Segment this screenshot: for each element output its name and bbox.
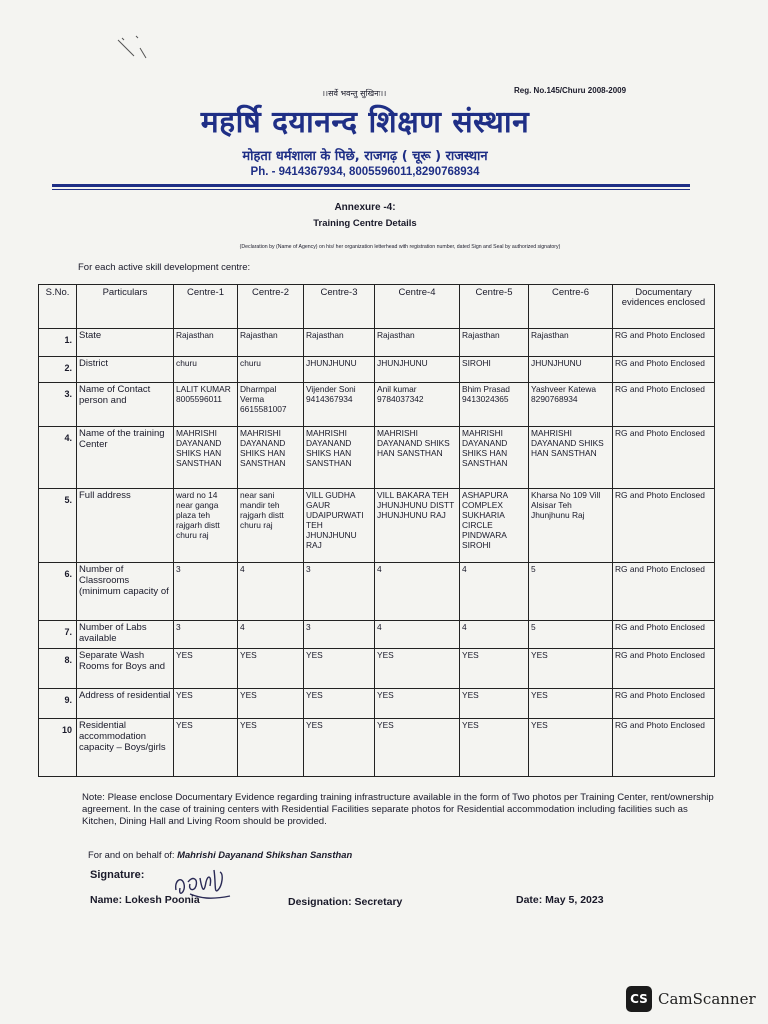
centre-cell: YES <box>238 649 304 689</box>
footer-note: Note: Please enclose Documentary Evidence regarding training infrastructure available in the form of Two photos per Training Center, rent/ownership agreement. In the case of training centers with Residential Facilities separate photos for Residential accommodation including facilities such as Kitchen, Dining Hall and Living Room should be provided. <box>82 792 714 827</box>
row-number: 4. <box>39 427 77 489</box>
table-row <box>39 383 715 427</box>
organization-name: महर्षि दयानन्द शिक्षण संस्थान <box>200 105 530 140</box>
row-particular: State <box>77 329 174 357</box>
header-divider <box>52 184 690 187</box>
centre-cell: Rajasthan <box>375 329 460 357</box>
centre-cell: 3 <box>174 621 238 649</box>
evidence-cell: RG and Photo Enclosed <box>613 357 715 383</box>
centre-cell: YES <box>304 649 375 689</box>
centre-cell: YES <box>375 649 460 689</box>
header-cell: Centre-6 <box>529 285 613 329</box>
centre-cell: YES <box>529 719 613 777</box>
organization-address: मोहता धर्मशाला के पिछे, राजगढ़ ( चूरू ) राजस्थान <box>242 149 488 164</box>
table-row <box>39 621 715 649</box>
training-centre-table <box>38 284 715 777</box>
camscanner-watermark <box>626 985 756 1013</box>
evidence-cell: RG and Photo Enclosed <box>613 383 715 427</box>
declaration-text: (Declaration by (Name of Agency) on his/ her organization letterhead with registration number, dated Sign and Seal by authorized signatory) <box>239 244 561 250</box>
evidence-cell: RG and Photo Enclosed <box>613 649 715 689</box>
row-number: 3. <box>39 383 77 427</box>
centre-cell: ward no 14 near ganga plaza teh rajgarh distt churu raj <box>174 489 238 563</box>
signatory-name: Name: Lokesh Poonia <box>90 894 200 906</box>
centre-cell: Rajasthan <box>460 329 529 357</box>
centre-cell: YES <box>460 719 529 777</box>
table-row <box>39 649 715 689</box>
row-particular: Name of Contact person and <box>77 383 174 427</box>
centre-cell: Rajasthan <box>238 329 304 357</box>
evidence-cell: RG and Photo Enclosed <box>613 563 715 621</box>
centre-cell: ASHAPURA COMPLEX SUKHARIA CIRCLE PINDWARA SIROHI <box>460 489 529 563</box>
centre-cell: MAHRISHI DAYANAND SHIKS HAN SANSTHAN <box>304 427 375 489</box>
row-number: 9. <box>39 689 77 719</box>
centre-cell: 4 <box>375 563 460 621</box>
centre-cell: 4 <box>375 621 460 649</box>
centre-cell: YES <box>529 649 613 689</box>
header-cell: Documentary evidences enclosed <box>613 285 715 329</box>
centre-cell: Dharmpal Verma 6615581007 <box>238 383 304 427</box>
centre-cell: YES <box>375 689 460 719</box>
centre-cell: 5 <box>529 621 613 649</box>
registration-number: Reg. No.145/Churu 2008-2009 <box>514 86 627 95</box>
centre-cell: YES <box>174 689 238 719</box>
centre-cell: MAHRISHI DAYANAND SHIKS HAN SANSTHAN <box>460 427 529 489</box>
header-cell: Centre-2 <box>238 285 304 329</box>
header-cell: Centre-5 <box>460 285 529 329</box>
centre-cell: 4 <box>460 621 529 649</box>
centre-cell: Kharsa No 109 Vill Alsisar Teh Jhunjhunu Raj <box>529 489 613 563</box>
centre-cell: MAHRISHI DAYANAND SHIKS HAN SANSTHAN <box>375 427 460 489</box>
centre-cell: Bhim Prasad 9413024365 <box>460 383 529 427</box>
header-cell: Particulars <box>77 285 174 329</box>
row-particular: Number of Classrooms (minimum capacity of <box>77 563 174 621</box>
centre-cell: JHUNJHUNU <box>375 357 460 383</box>
centre-cell: churu <box>174 357 238 383</box>
camscanner-logo-icon: CS <box>626 986 652 1012</box>
signatory-designation: Designation: Secretary <box>288 896 403 908</box>
row-particular: Residential accommodation capacity – Boys/girls <box>77 719 174 777</box>
centre-cell: VILL BAKARA TEH JHUNJHUNU DISTT JHUNJHUNU RAJ <box>375 489 460 563</box>
on-behalf-line <box>88 849 352 860</box>
centre-cell: 3 <box>304 563 375 621</box>
header-motto: ।।सर्वे भवन्तु सुखिनः।। <box>322 89 387 98</box>
signature-label: Signature: <box>90 869 145 881</box>
centre-cell: SIROHI <box>460 357 529 383</box>
header-cell: Centre-4 <box>375 285 460 329</box>
document-page <box>30 0 730 1024</box>
table-header-row <box>39 285 715 329</box>
centre-cell: YES <box>304 689 375 719</box>
centre-cell: YES <box>174 719 238 777</box>
centre-cell: Anil kumar 9784037342 <box>375 383 460 427</box>
signature-date: Date: May 5, 2023 <box>516 894 604 906</box>
centre-cell: Rajasthan <box>174 329 238 357</box>
centre-cell: YES <box>174 649 238 689</box>
centre-cell: VILL GUDHA GAUR UDAIPURWATI TEH JHUNJHUNU RAJ <box>304 489 375 563</box>
row-particular: Number of Labs available <box>77 621 174 649</box>
camscanner-brand: CamScanner <box>658 990 756 1008</box>
table-row <box>39 427 715 489</box>
table-row <box>39 563 715 621</box>
row-particular: Name of the training Center <box>77 427 174 489</box>
centre-cell: churu <box>238 357 304 383</box>
row-number: 5. <box>39 489 77 563</box>
table-row <box>39 719 715 777</box>
organization-phone: Ph. - 9414367934, 8005596011,8290768934 <box>250 166 480 178</box>
table-row <box>39 329 715 357</box>
annexure-subtitle: Training Centre Details <box>313 218 417 229</box>
row-particular: Separate Wash Rooms for Boys and <box>77 649 174 689</box>
centre-cell: 5 <box>529 563 613 621</box>
centre-cell: YES <box>238 719 304 777</box>
header-cell: Centre-3 <box>304 285 375 329</box>
on-behalf-prefix: For and on behalf of: <box>88 849 175 860</box>
row-number: 6. <box>39 563 77 621</box>
scribble-mark <box>116 34 156 64</box>
centre-cell: 4 <box>238 563 304 621</box>
centre-cell: Vijender Soni 9414367934 <box>304 383 375 427</box>
intro-text: For each active skill development centre: <box>78 262 251 273</box>
centre-cell: 3 <box>174 563 238 621</box>
centre-cell: 4 <box>460 563 529 621</box>
centre-cell: MAHRISHI DAYANAND SHIKS HAN SANSTHAN <box>174 427 238 489</box>
row-number: 8. <box>39 649 77 689</box>
evidence-cell: RG and Photo Enclosed <box>613 621 715 649</box>
centre-cell: YES <box>529 689 613 719</box>
centre-cell: JHUNJHUNU <box>529 357 613 383</box>
evidence-cell: RG and Photo Enclosed <box>613 689 715 719</box>
row-particular: Address of residential <box>77 689 174 719</box>
evidence-cell: RG and Photo Enclosed <box>613 719 715 777</box>
header-divider-thin <box>52 189 690 190</box>
row-number: 10 <box>39 719 77 777</box>
row-number: 7. <box>39 621 77 649</box>
row-number: 1. <box>39 329 77 357</box>
centre-cell: YES <box>460 689 529 719</box>
table-row <box>39 489 715 563</box>
centre-cell: near sani mandir teh rajgarh distt churu raj <box>238 489 304 563</box>
header-cell: S.No. <box>39 285 77 329</box>
row-particular: District <box>77 357 174 383</box>
row-number: 2. <box>39 357 77 383</box>
row-particular: Full address <box>77 489 174 563</box>
centre-cell: YES <box>460 649 529 689</box>
centre-cell: Rajasthan <box>529 329 613 357</box>
centre-cell: Yashveer Katewa 8290768934 <box>529 383 613 427</box>
centre-cell: LALIT KUMAR 8005596011 <box>174 383 238 427</box>
table-row <box>39 357 715 383</box>
table-row <box>39 689 715 719</box>
centre-cell: JHUNJHUNU <box>304 357 375 383</box>
centre-cell: YES <box>375 719 460 777</box>
centre-cell: Rajasthan <box>304 329 375 357</box>
centre-cell: YES <box>304 719 375 777</box>
centre-cell: 4 <box>238 621 304 649</box>
evidence-cell: RG and Photo Enclosed <box>613 489 715 563</box>
evidence-cell: RG and Photo Enclosed <box>613 329 715 357</box>
centre-cell: YES <box>238 689 304 719</box>
on-behalf-organization: Mahrishi Dayanand Shikshan Sansthan <box>177 849 353 860</box>
header-cell: Centre-1 <box>174 285 238 329</box>
centre-cell: MAHRISHI DAYANAND SHIKS HAN SANSTHAN <box>529 427 613 489</box>
annexure-title: Annexure -4: <box>334 202 396 213</box>
evidence-cell: RG and Photo Enclosed <box>613 427 715 489</box>
centre-cell: MAHRISHI DAYANAND SHIKS HAN SANSTHAN <box>238 427 304 489</box>
centre-cell: 3 <box>304 621 375 649</box>
